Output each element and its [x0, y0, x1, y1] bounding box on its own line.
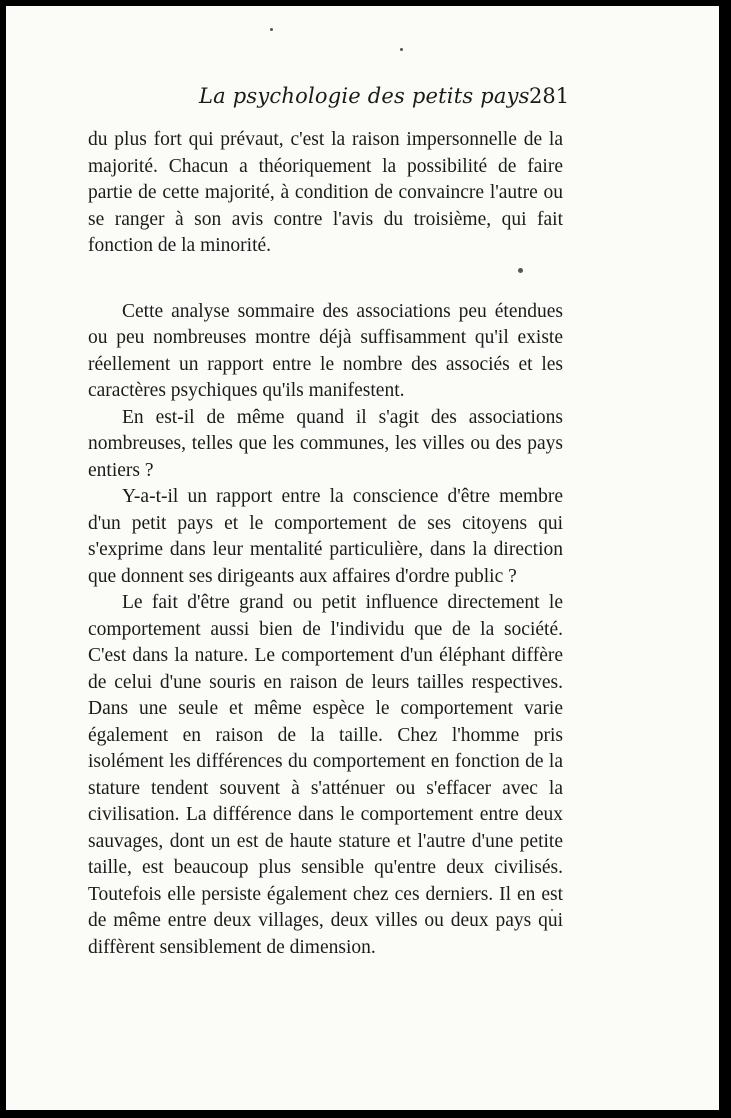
paragraph-continuation: du plus fort qui prévaut, c'est la raison impersonnelle de la majorité. Chacun a théoriquement la possibilité de faire partie de cette majorité, à condition de convaincre l'autre ou se ranger à son avis contre l'avis du troisième, qui fait fonction de la minorité.: [88, 129, 563, 256]
page-number: 281: [529, 84, 570, 108]
running-title: La psychologie des petits pays: [199, 84, 530, 108]
paragraph: Y-a-t-il un rapport entre la conscience d'être membre d'un petit pays et le comportement de ses citoyens qui s'exprime dans leur mentalité particulière, dans la direction que donnent ses dirigeants aux affaires d'ordre public ?: [88, 486, 563, 587]
book-page: [6, 6, 719, 1110]
paragraph: Le fait d'être grand ou petit influence directement le comportement aussi bien de l'individu que de la société. C'est dans la nature. Le comportement d'un éléphant diffère de celui d'une souris en raison de leurs tailles respectives. Dans une seule et même espèce le comportement varie également en raison de la taille. Chez l'homme pris isolément les différences du comportement en fonction de la stature tendent souvent à s'atténuer ou s'effacer avec la civilisation. La différence dans le comportement entre deux sauvages, dont un est de haute stature et l'autre d'une petite taille, est beaucoup plus sensible qu'entre deux civilisés. Toutefois elle persiste également chez ces derniers. Il en est de même entre deux villages, deux villes ou deux pays qui diffèrent sensiblement de dimension.: [88, 592, 563, 958]
print-speck: [400, 48, 403, 51]
page-header: [6, 84, 719, 118]
paragraph: En est-il de même quand il s'agit des associations nombreuses, telles que les communes, les villes ou des pays entiers ?: [88, 406, 563, 481]
paragraph: Cette analyse sommaire des associations peu étendues ou peu nombreuses montre déjà suffisamment qu'il existe réellement un rapport entre le nombre des associés et les caractères psychiques qu'ils manifestent.: [88, 300, 563, 401]
body-text: [88, 127, 563, 961]
print-speck: [270, 28, 273, 31]
